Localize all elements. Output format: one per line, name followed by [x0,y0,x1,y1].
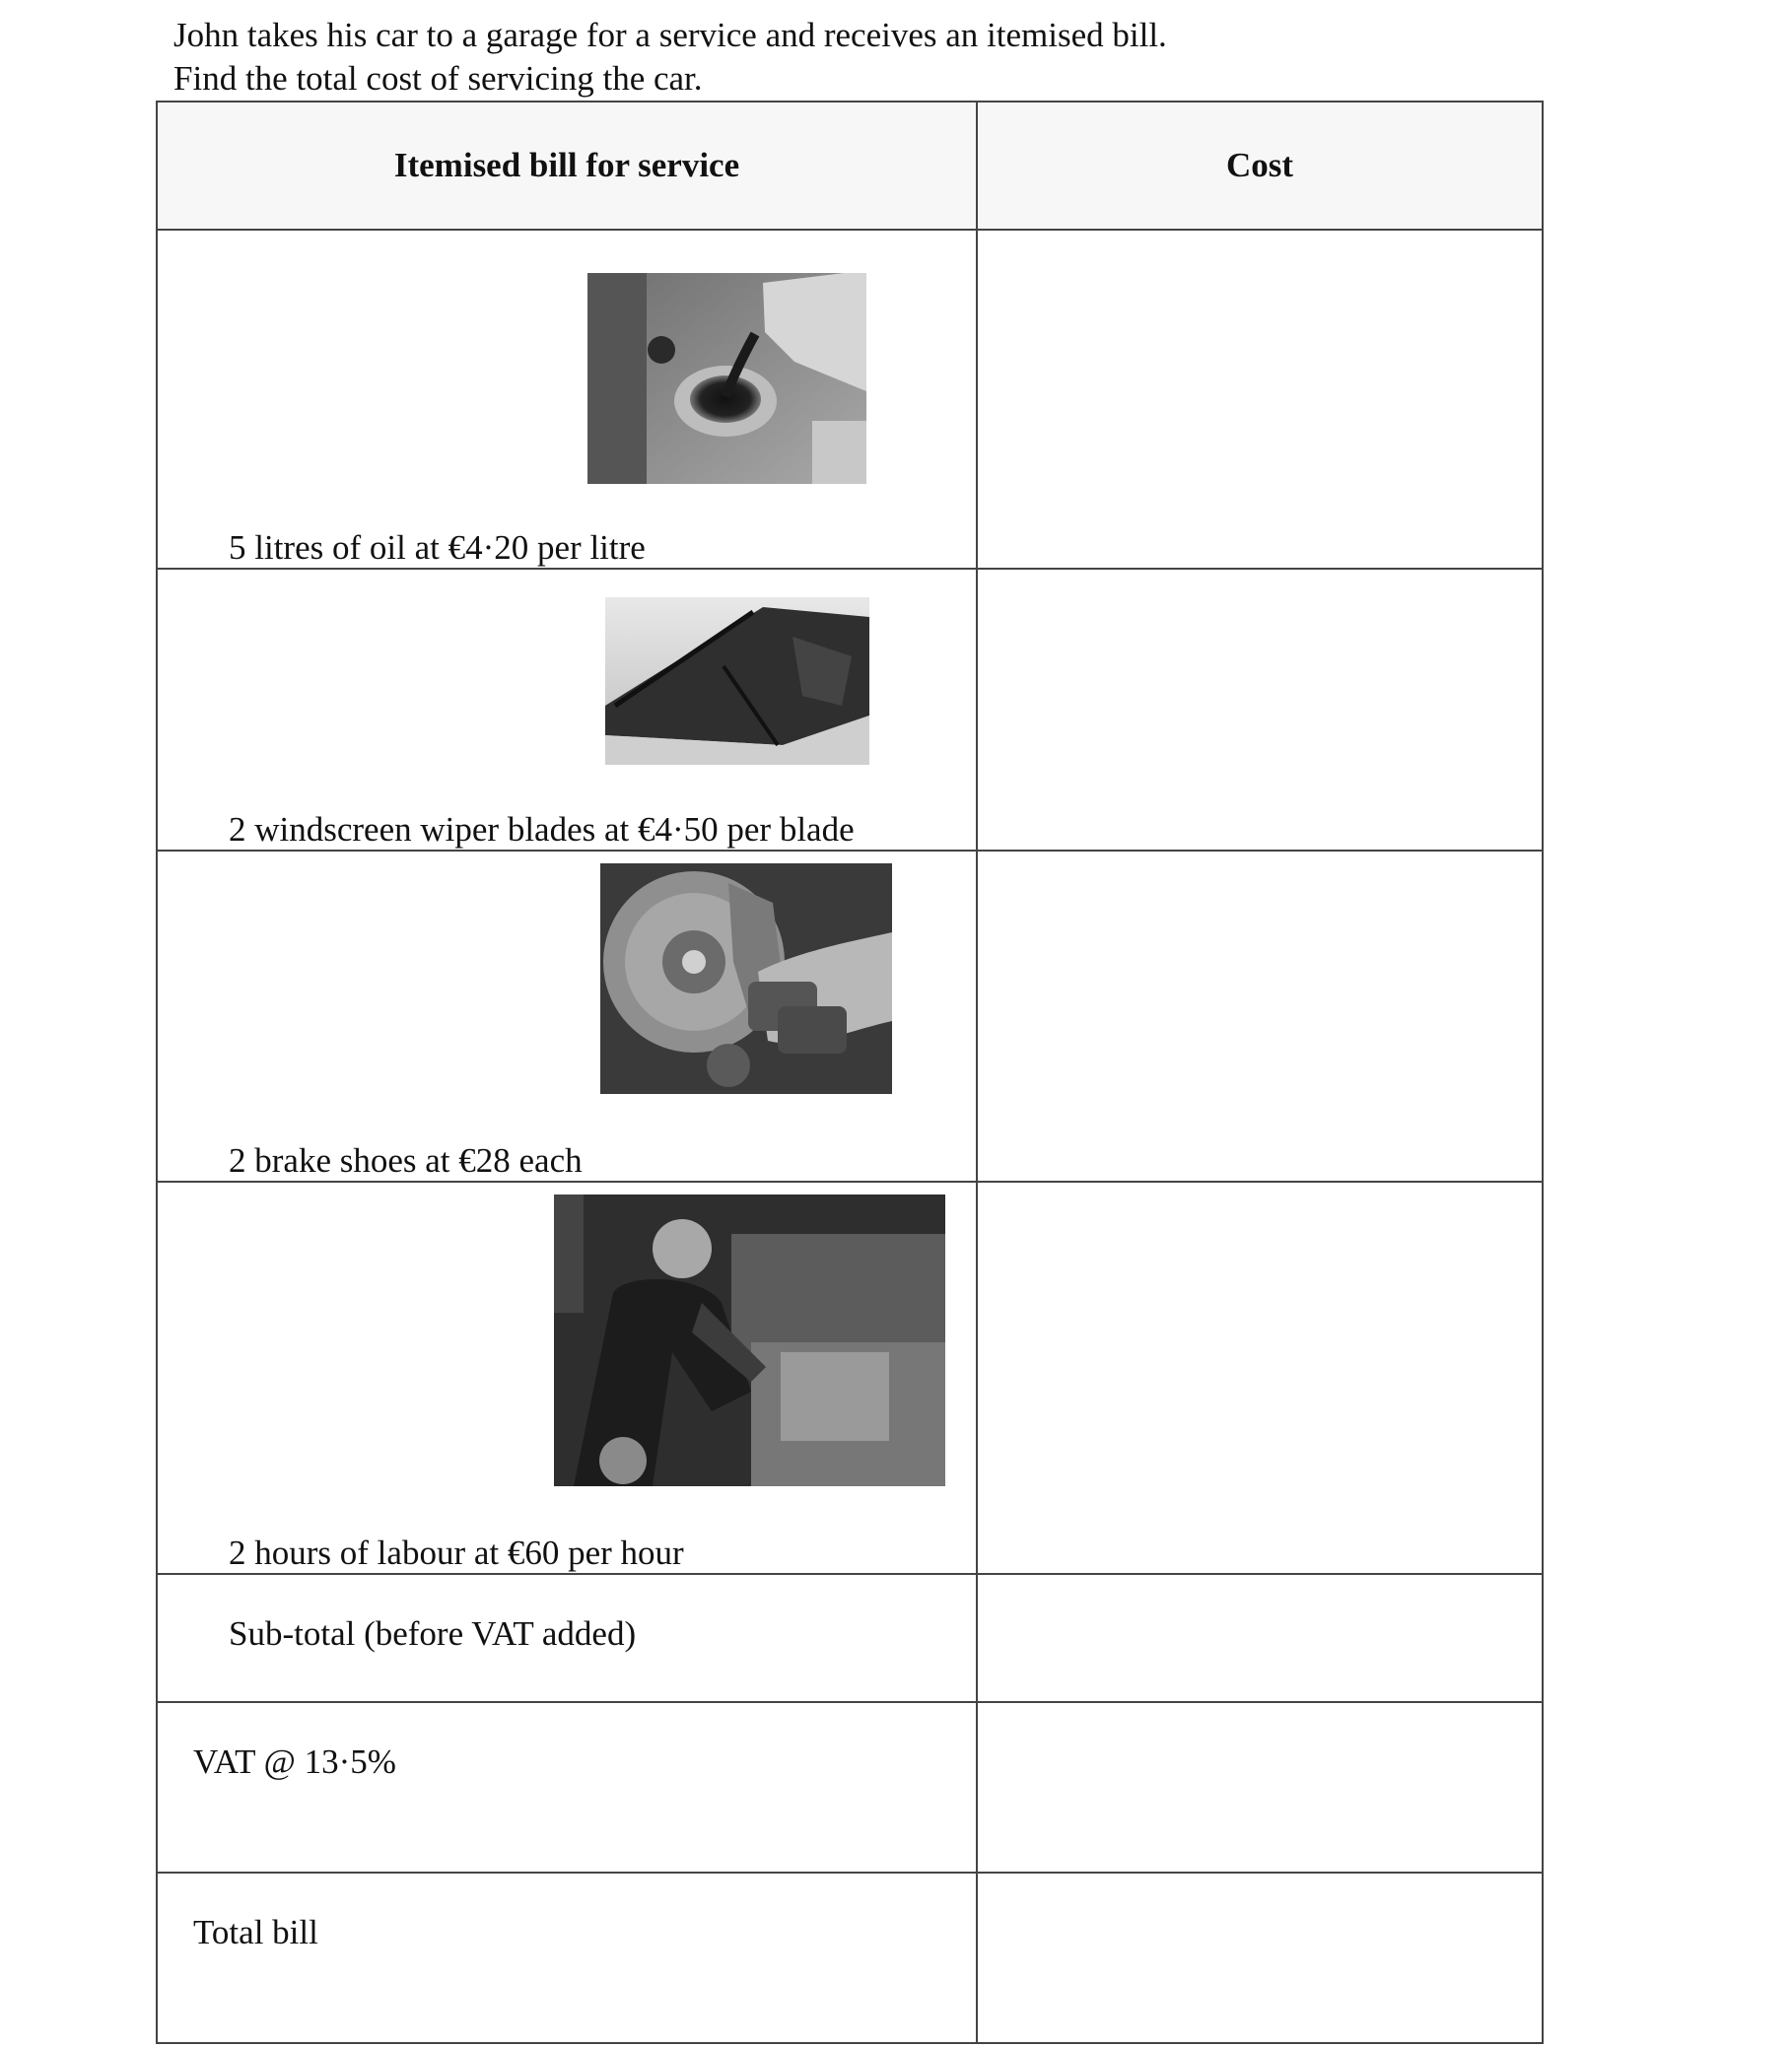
header-cost: Cost [977,102,1543,230]
table-row [157,569,1543,851]
table-row [157,1702,1543,1873]
wiper-photo [605,597,869,765]
question-line-1: John takes his car to a garage for a service and receives an itemised bill. [173,16,1167,54]
brake-photo [600,863,892,1094]
cost-cell-vat[interactable] [977,1702,1543,1873]
table-row [157,851,1543,1182]
cost-cell-labour[interactable] [977,1182,1543,1574]
item-cell-vat [157,1702,977,1873]
item-cell-oil [157,230,977,569]
item-cell-labour [157,1182,977,1574]
item-text-labour: 2 hours of labour at €60 per hour [229,1534,684,1572]
cost-cell-subtotal[interactable] [977,1574,1543,1702]
item-text-brake: 2 brake shoes at €28 each [229,1141,583,1180]
labour-photo [554,1195,945,1486]
question-line-2: Find the total cost of servicing the car. [173,59,703,98]
table-row [157,1574,1543,1702]
table-row [157,1873,1543,2043]
table-row [157,1182,1543,1574]
vat-label: VAT @ 13·5% [193,1742,396,1781]
cost-cell-oil[interactable] [977,230,1543,569]
table-row [157,230,1543,569]
item-cell-wiper [157,569,977,851]
item-text-wiper: 2 windscreen wiper blades at €4·50 per blade [229,810,855,849]
oil-photo [587,273,866,484]
total-label: Total bill [193,1913,318,1951]
question-text [173,14,1167,101]
item-text-oil: 5 litres of oil at €4·20 per litre [229,528,646,567]
item-cell-brake [157,851,977,1182]
header-item: Itemised bill for service [157,102,977,230]
table-header-row [157,102,1543,230]
cost-cell-wiper[interactable] [977,569,1543,851]
item-cell-subtotal [157,1574,977,1702]
cost-cell-total[interactable] [977,1873,1543,2043]
itemised-bill-table [156,101,1544,2044]
subtotal-label: Sub-total (before VAT added) [229,1614,637,1653]
item-cell-total [157,1873,977,2043]
cost-cell-brake[interactable] [977,851,1543,1182]
